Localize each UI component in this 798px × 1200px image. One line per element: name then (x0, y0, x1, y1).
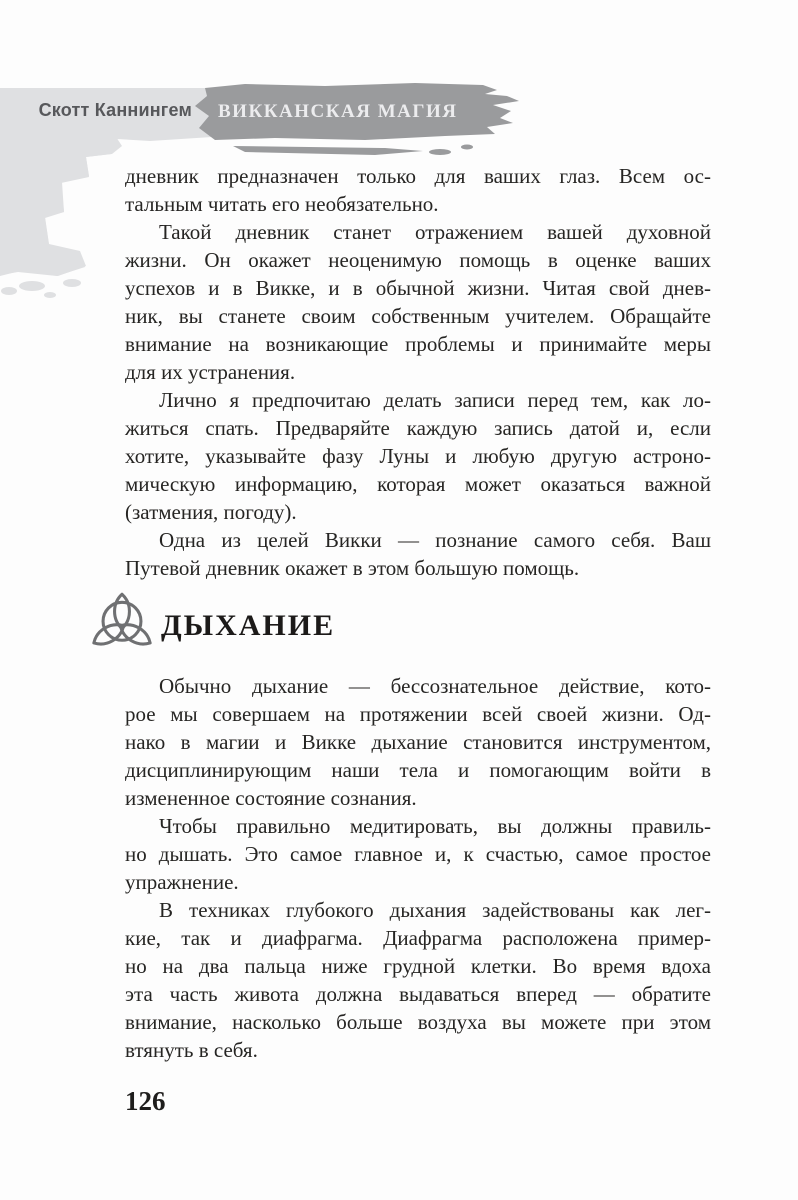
paragraph (125, 218, 711, 386)
text-line: мическую информацию, которая может оказаться важной (125, 472, 711, 496)
text-line: нако в магии и Викке дыхание становится инструментом, (125, 730, 711, 754)
text-line: упражнение. (125, 870, 239, 894)
text-line: хотите, указывайте фазу Луны и любую другую астроно- (125, 444, 711, 468)
text-line: Лично я предпочитаю делать записи перед тем, как ло- (159, 388, 711, 412)
text-line: но на два пальца ниже грудной клетки. Во время вдоха (125, 954, 711, 978)
paragraph (125, 812, 711, 896)
text-line: кие, так и диафрагма. Диафрагма расположена пример- (125, 926, 711, 950)
text-line: ник, вы станете своим собственным учителем. Обращайте (125, 304, 711, 328)
text-line: (затмения, погоду). (125, 500, 297, 524)
text-block-top (125, 162, 711, 582)
text-line: измененное состояние сознания. (125, 786, 417, 810)
section-heading-row (125, 590, 711, 662)
triquetra-icon (85, 587, 159, 661)
text-line: житься спать. Предваряйте каждую запись датой и, если (125, 416, 711, 440)
text-line: Такой дневник станет отражением вашей духовной (159, 220, 711, 244)
text-line: Обычно дыхание — бессознательное действие, кото- (159, 674, 711, 698)
text-line: жизни. Он окажет неоценимую помощь в оценке ваших (125, 248, 711, 272)
text-line: Одна из целей Викки — познание самого себя. Ваш (159, 528, 711, 552)
text-line: Путевой дневник окажет в этом большую помощь. (125, 556, 580, 580)
text-line: эта часть живота должна выдаваться вперед — обратите (125, 982, 711, 1006)
text-line: внимание на возникающие проблемы и принимайте меры (125, 332, 711, 356)
running-header-author: Скотт Каннингем (38, 100, 192, 120)
text-line: Чтобы правильно медитировать, вы должны правиль- (159, 814, 711, 838)
text-line: успехов и в Викке, и в обычной жизни. Читая свой днев- (125, 276, 711, 300)
text-line: дневник предназначен только для ваших глаз. Всем ос- (125, 164, 711, 188)
text-line: втянуть в себя. (125, 1038, 258, 1062)
text-block-bottom (125, 672, 711, 1064)
paragraph (125, 526, 711, 582)
page-number: 126 (125, 1086, 166, 1116)
section-title: ДЫХАНИЕ (161, 609, 336, 642)
page-content (125, 162, 711, 1064)
running-header-book-title: ВИККАНСКАЯ МАГИЯ (218, 101, 458, 122)
text-line: но дышать. Это самое главное и, к счастью, самое простое (125, 842, 711, 866)
paragraph (125, 162, 711, 218)
paragraph (125, 896, 711, 1064)
text-line: В техниках глубокого дыхания задействованы как лег- (159, 898, 711, 922)
text-line: для их устранения. (125, 360, 296, 384)
paragraph (125, 672, 711, 812)
title-banner-brush (185, 78, 530, 170)
text-line: дисциплинирующим наши тела и помогающим войти в (125, 758, 711, 782)
text-line: тальным читать его необязательно. (125, 192, 439, 216)
text-line: внимание, насколько больше воздуха вы можете при этом (125, 1010, 711, 1034)
text-line: рое мы совершаем на протяжении всей своей жизни. Од- (125, 702, 711, 726)
paragraph (125, 386, 711, 526)
